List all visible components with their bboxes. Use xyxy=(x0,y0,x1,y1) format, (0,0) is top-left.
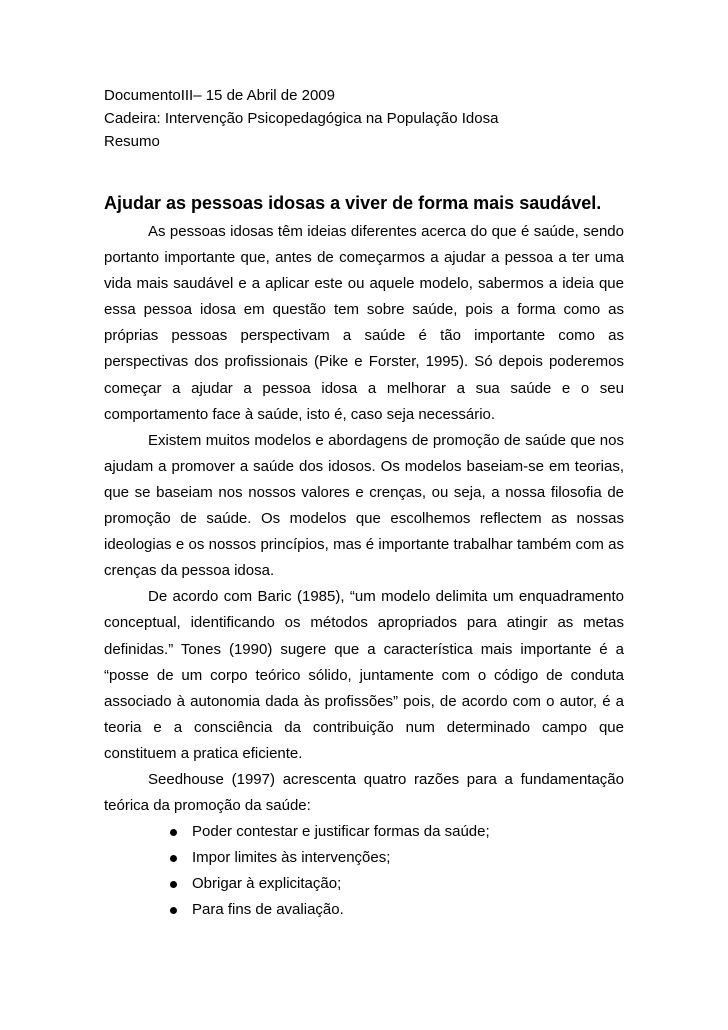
paragraph: Seedhouse (1997) acrescenta quatro razões para a fundamentação teórica da promoção da saúde: xyxy=(104,770,624,815)
bullet-icon xyxy=(170,829,177,836)
bullet-icon xyxy=(170,881,177,888)
paragraph: De acordo com Baric (1985), “um modelo delimita um enquadramento conceptual, identificando os métodos apropriados para atingir as metas definidas.” Tones (1990) sugere que a característica mais importante é a “posse de um corpo teórico sólido, juntamente com o código de conduta associado à autonomia dada às profissões” pois, de acordo com o autor, é a teoria e a consciência da contribuição num determinado campo que constituem a pratica eficiente. xyxy=(104,588,624,762)
bullet-list xyxy=(104,819,624,923)
document-body xyxy=(104,219,624,924)
list-item-text: Impor limites às intervenções; xyxy=(192,849,391,867)
paragraph: As pessoas idosas têm ideias diferentes acerca do que é saúde, sendo portanto importante que, antes de começarmos a ajudar a pessoa a ter uma vida mais saudável e a aplicar este ou aquele modelo, sabermos a ideia que essa pessoa idosa em questão tem sobre saúde, pois a forma como as próprias pessoas perspectivam a saúde é tão importante como as perspectivas dos profissionais (Pike e Forster, 1995). Só depois poderemos começar a ajudar a pessoa idosa a melhorar a sua saúde e o seu comportamento face à saúde, isto é, caso seja necessário. xyxy=(104,223,624,423)
list-item xyxy=(104,819,624,845)
bullet-icon xyxy=(170,907,177,914)
header-date-line: DocumentoIII– 15 de Abril de 2009 xyxy=(104,87,335,104)
paragraph: Existem muitos modelos e abordagens de promoção de saúde que nos ajudam a promover a saúde dos idosos. Os modelos baseiam-se em teorias, que se baseiam nos nossos valores e crenças, ou seja, a nossa filosofia de promoção de saúde. Os modelos que escolhemos reflectem as nossas ideologias e os nossos princípios, mas é importante trabalhar também com as crenças da pessoa idosa. xyxy=(104,431,624,580)
header-course-line: Cadeira: Intervenção Psicopedagógica na População Idosa xyxy=(104,110,499,127)
list-item-text: Obrigar à explicitação; xyxy=(192,875,342,893)
list-item-text: Para fins de avaliação. xyxy=(192,901,344,919)
bullet-icon xyxy=(170,855,177,862)
list-item xyxy=(104,871,624,897)
header-type-line: Resumo xyxy=(104,133,160,150)
list-item-text: Poder contestar e justificar formas da saúde; xyxy=(192,823,490,841)
document-title: Ajudar as pessoas idosas a viver de forma mais saudável. xyxy=(104,193,602,213)
document-header xyxy=(104,84,498,153)
list-item xyxy=(104,897,624,923)
list-item xyxy=(104,845,624,871)
